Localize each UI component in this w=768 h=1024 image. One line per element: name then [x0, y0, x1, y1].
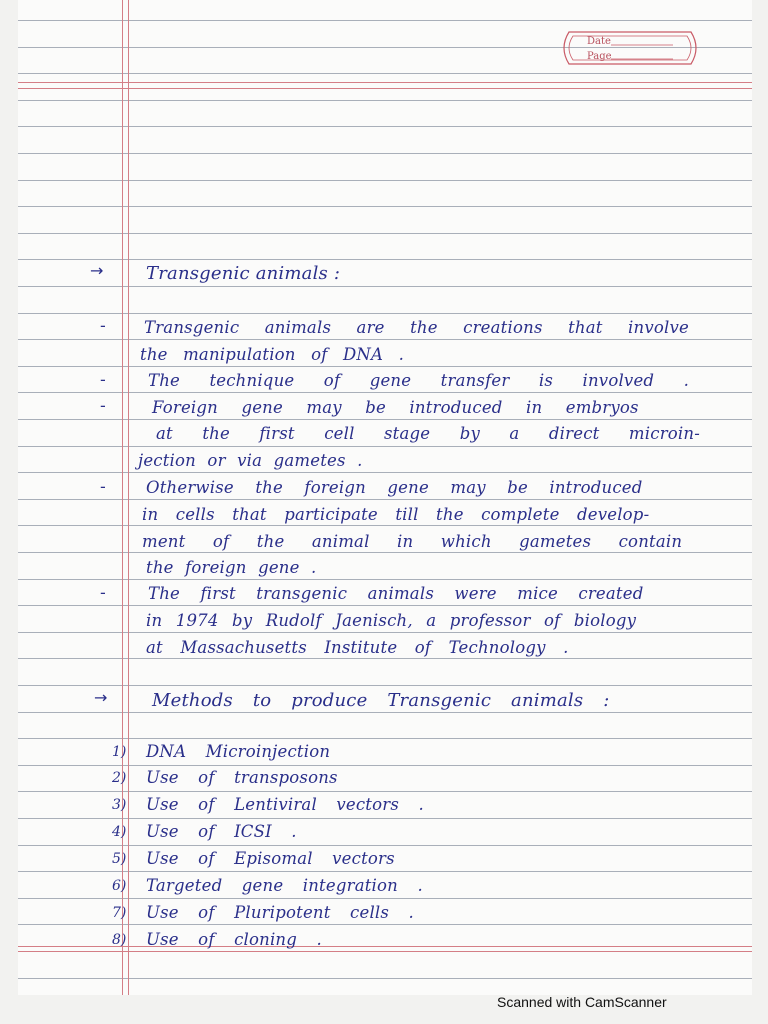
section-arrow: → — [90, 261, 104, 280]
note-line: at Massachusetts Institute of Technology . — [146, 638, 569, 657]
note-line: in 1974 by Rudolf Jaenisch, a professor of biology — [146, 611, 637, 630]
page-label: Page — [587, 51, 612, 62]
method-number: 7) — [112, 905, 127, 921]
note-line: the foreign gene . — [146, 558, 317, 577]
method-number: 3) — [112, 797, 127, 813]
top-margin-line — [18, 82, 752, 83]
note-line: Foreign gene may be introduced in embryos — [152, 398, 639, 417]
bullet-dash: - — [100, 316, 106, 335]
method-number: 4) — [112, 824, 127, 840]
section-arrow: → — [94, 688, 108, 707]
method-text: Use of Lentiviral vectors . — [146, 795, 424, 814]
bottom-margin-line-2 — [18, 951, 752, 952]
top-margin-line-2 — [18, 88, 752, 89]
note-line: the manipulation of DNA . — [140, 345, 405, 364]
method-number: 5) — [112, 851, 127, 867]
note-line: Transgenic animals are the creations that involve — [144, 318, 689, 337]
method-text: Use of Pluripotent cells . — [146, 903, 414, 922]
method-text: Targeted gene integration . — [146, 876, 423, 895]
bullet-dash: - — [100, 396, 106, 415]
bullet-dash: - — [100, 370, 106, 389]
date-page-box — [555, 26, 705, 70]
method-number: 1) — [112, 744, 127, 760]
method-text: Use of transposons — [146, 768, 338, 787]
method-number: 6) — [112, 878, 127, 894]
note-line: The first transgenic animals were mice created — [148, 584, 644, 603]
scroll-frame-icon — [555, 26, 705, 70]
scanner-watermark: Scanned with CamScanner — [497, 994, 667, 1010]
left-margin-line-2 — [128, 0, 129, 995]
note-line: jection or via gametes . — [138, 451, 363, 470]
method-text: Use of Episomal vectors — [146, 849, 395, 868]
note-line: at the first cell stage by a direct microin- — [156, 424, 700, 443]
left-margin-line — [122, 0, 123, 995]
method-number: 8) — [112, 932, 127, 948]
method-text: Use of cloning . — [146, 930, 322, 949]
note-line: in cells that participate till the complete develop- — [142, 505, 650, 524]
method-text: Use of ICSI . — [146, 822, 297, 841]
section-heading: Transgenic animals : — [146, 263, 341, 284]
note-line: The technique of gene transfer is involved . — [148, 371, 690, 390]
date-label: Date — [587, 36, 611, 47]
method-text: DNA Microinjection — [146, 742, 331, 761]
note-line: Otherwise the foreign gene may be introduced — [146, 478, 643, 497]
method-number: 2) — [112, 770, 127, 786]
bottom-margin-line — [18, 946, 752, 947]
note-line: ment of the animal in which gametes contain — [142, 532, 683, 551]
bullet-dash: - — [100, 583, 106, 602]
bullet-dash: - — [100, 477, 106, 496]
section-heading: Methods to produce Transgenic animals : — [152, 690, 610, 711]
